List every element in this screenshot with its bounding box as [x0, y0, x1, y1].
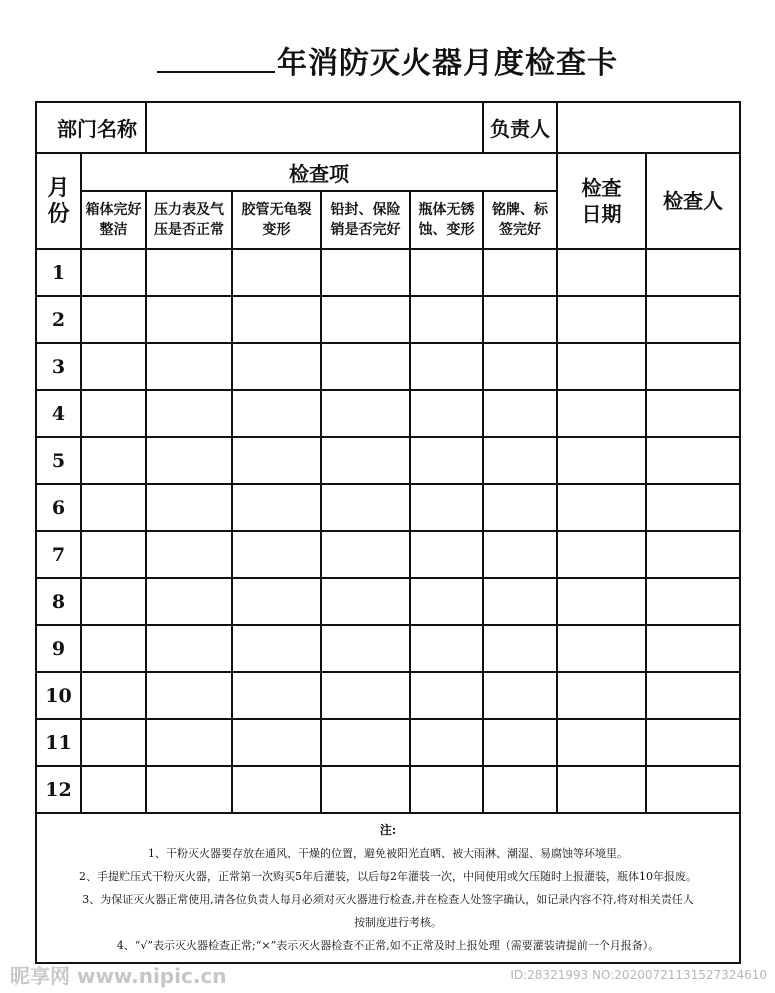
owner-field[interactable] — [557, 102, 740, 153]
item-column-header-line: 变形 — [262, 222, 291, 238]
entry-cell[interactable] — [410, 766, 483, 813]
table-row — [36, 672, 740, 719]
entry-cell[interactable] — [321, 343, 410, 390]
note-item: 1、干粉灭火器要存放在通风、干燥的位置，避免被阳光直晒、被大雨淋、潮湿、易腐蚀等环境里。 — [148, 847, 628, 860]
entry-cell[interactable] — [557, 296, 646, 343]
entry-cell[interactable] — [232, 296, 321, 343]
entry-cell[interactable] — [646, 390, 740, 437]
entry-cell[interactable] — [646, 672, 740, 719]
notes-title: 注: — [379, 823, 397, 837]
month-cell: 9 — [36, 625, 81, 672]
entry-cell[interactable] — [321, 625, 410, 672]
item-column-header — [410, 191, 483, 249]
entry-cell[interactable] — [557, 531, 646, 578]
entry-cell[interactable] — [321, 437, 410, 484]
month-cell: 10 — [36, 672, 81, 719]
entry-cell[interactable] — [646, 625, 740, 672]
month-cell: 1 — [36, 249, 81, 296]
entry-cell[interactable] — [646, 484, 740, 531]
entry-cell[interactable] — [146, 719, 232, 766]
entry-cell[interactable] — [81, 437, 146, 484]
entry-cell[interactable] — [483, 249, 557, 296]
entry-cell[interactable] — [81, 484, 146, 531]
table-row — [36, 296, 740, 343]
entry-cell[interactable] — [232, 484, 321, 531]
entry-cell[interactable] — [557, 672, 646, 719]
table-row — [36, 343, 740, 390]
entry-cell[interactable] — [321, 766, 410, 813]
item-column-header-line: 签完好 — [499, 222, 541, 238]
entry-cell[interactable] — [81, 249, 146, 296]
entry-cell[interactable] — [232, 578, 321, 625]
page-title: 年消防灭火器月度检查卡 — [0, 38, 775, 82]
entry-cell[interactable] — [81, 719, 146, 766]
entry-cell[interactable] — [321, 296, 410, 343]
month-cell: 6 — [36, 484, 81, 531]
entry-cell[interactable] — [483, 296, 557, 343]
date-header — [557, 153, 646, 249]
entry-cell[interactable] — [410, 578, 483, 625]
table-row — [36, 484, 740, 531]
item-column-header-line: 蚀、变形 — [418, 222, 475, 238]
entry-cell[interactable] — [146, 484, 232, 531]
item-column-header-line: 销是否完好 — [330, 222, 401, 238]
entry-cell[interactable] — [557, 766, 646, 813]
entry-cell[interactable] — [483, 343, 557, 390]
entry-cell[interactable] — [146, 625, 232, 672]
entry-cell[interactable] — [646, 766, 740, 813]
entry-cell[interactable] — [646, 343, 740, 390]
entry-cell[interactable] — [321, 578, 410, 625]
entry-cell[interactable] — [483, 766, 557, 813]
table-row — [36, 766, 740, 813]
entry-cell[interactable] — [232, 719, 321, 766]
entry-cell[interactable] — [557, 625, 646, 672]
entry-cell[interactable] — [483, 578, 557, 625]
watermark-id: ID:28321993 NO:20200721131527324610 — [510, 968, 767, 982]
month-cell: 3 — [36, 343, 81, 390]
entry-cell[interactable] — [557, 578, 646, 625]
dept-field[interactable] — [146, 102, 483, 153]
entry-cell[interactable] — [483, 437, 557, 484]
entry-cell[interactable] — [232, 390, 321, 437]
month-cell: 2 — [36, 296, 81, 343]
item-column-header-line: 铭牌、标 — [492, 202, 548, 218]
inspector-header: 检查人 — [646, 153, 740, 249]
note-item: 4、“√”表示灭火器检查正常;“×”表示灭火器检查不正常,如不正常及时上报处理（需要灌装请提前一个月报备）。 — [116, 939, 660, 952]
owner-label: 负责人 — [483, 102, 557, 153]
entry-cell[interactable] — [410, 719, 483, 766]
entry-cell[interactable] — [146, 437, 232, 484]
inspection-table — [35, 101, 741, 964]
item-column-header — [321, 191, 410, 249]
entry-cell[interactable] — [232, 343, 321, 390]
date-header-line2: 日期 — [581, 202, 622, 226]
item-column-header-line: 胶管无龟裂 — [241, 202, 312, 218]
entry-cell[interactable] — [483, 625, 557, 672]
entry-cell[interactable] — [232, 766, 321, 813]
table-row — [36, 249, 740, 296]
entry-cell[interactable] — [321, 484, 410, 531]
entry-cell[interactable] — [410, 531, 483, 578]
year-blank[interactable] — [157, 43, 275, 73]
table-row — [36, 578, 740, 625]
entry-cell[interactable] — [81, 531, 146, 578]
entry-cell[interactable] — [557, 343, 646, 390]
table-row — [36, 625, 740, 672]
entry-cell[interactable] — [646, 437, 740, 484]
entry-cell[interactable] — [232, 625, 321, 672]
month-cell: 11 — [36, 719, 81, 766]
entry-cell[interactable] — [321, 531, 410, 578]
note-item: 按制度进行考核。 — [354, 916, 442, 929]
item-column-header — [232, 191, 321, 249]
item-column-header — [81, 191, 146, 249]
entry-cell[interactable] — [232, 531, 321, 578]
entry-cell[interactable] — [146, 578, 232, 625]
entry-cell[interactable] — [232, 249, 321, 296]
entry-cell[interactable] — [646, 578, 740, 625]
entry-cell[interactable] — [81, 578, 146, 625]
entry-cell[interactable] — [483, 531, 557, 578]
entry-cell[interactable] — [410, 625, 483, 672]
table-row — [36, 531, 740, 578]
entry-cell[interactable] — [557, 719, 646, 766]
item-column-header-line: 压是否正常 — [154, 222, 224, 238]
entry-cell[interactable] — [146, 766, 232, 813]
month-header — [36, 153, 81, 249]
entry-cell[interactable] — [410, 672, 483, 719]
entry-cell[interactable] — [646, 296, 740, 343]
entry-cell[interactable] — [410, 249, 483, 296]
entry-cell[interactable] — [410, 437, 483, 484]
month-cell: 5 — [36, 437, 81, 484]
entry-cell[interactable] — [410, 343, 483, 390]
entry-cell[interactable] — [146, 296, 232, 343]
entry-cell[interactable] — [557, 249, 646, 296]
items-group-header: 检查项 — [81, 153, 557, 191]
item-column-header — [146, 191, 232, 249]
table-row — [36, 719, 740, 766]
item-column-header-line: 整洁 — [99, 222, 128, 238]
table-row — [36, 437, 740, 484]
notes-section — [36, 813, 740, 963]
month-cell: 8 — [36, 578, 81, 625]
entry-cell[interactable] — [410, 296, 483, 343]
note-item: 3、为保证灭火器正常使用,请各位负责人每月必须对灭火器进行检查,并在检查人处签字确认，如记录内容不符,将对相关责任人 — [82, 893, 694, 906]
entry-cell[interactable] — [146, 249, 232, 296]
entry-cell[interactable] — [232, 437, 321, 484]
note-item: 2、手提贮压式干粉灭火器，正常第一次购买5年后灌装，以后每2年灌装一次，中间使用或欠压随时上报灌装，瓶体10年报废。 — [79, 870, 697, 883]
watermark-logo: 昵享网 www.nipic.cn — [10, 964, 227, 988]
month-header-text: 月份 — [47, 175, 70, 227]
item-column-header-line: 铅封、保险 — [330, 202, 401, 218]
entry-cell[interactable] — [81, 343, 146, 390]
entry-cell[interactable] — [81, 390, 146, 437]
entry-cell[interactable] — [646, 249, 740, 296]
entry-cell[interactable] — [81, 296, 146, 343]
entry-cell[interactable] — [410, 484, 483, 531]
entry-cell[interactable] — [321, 719, 410, 766]
date-header-line1: 检查 — [581, 176, 622, 200]
entry-cell[interactable] — [146, 672, 232, 719]
entry-cell[interactable] — [81, 625, 146, 672]
entry-cell[interactable] — [483, 672, 557, 719]
entry-cell[interactable] — [557, 437, 646, 484]
item-column-header-line: 瓶体无锈 — [418, 202, 475, 218]
entry-cell[interactable] — [146, 531, 232, 578]
entry-cell[interactable] — [321, 672, 410, 719]
entry-cell[interactable] — [646, 531, 740, 578]
entry-cell[interactable] — [146, 343, 232, 390]
entry-cell[interactable] — [81, 766, 146, 813]
entry-cell[interactable] — [483, 390, 557, 437]
month-cell: 7 — [36, 531, 81, 578]
entry-cell[interactable] — [646, 719, 740, 766]
dept-label: 部门名称 — [36, 102, 146, 153]
entry-cell[interactable] — [483, 719, 557, 766]
item-column-header — [483, 191, 557, 249]
entry-cell[interactable] — [410, 390, 483, 437]
entry-cell[interactable] — [232, 672, 321, 719]
entry-cell[interactable] — [557, 484, 646, 531]
entry-cell[interactable] — [483, 484, 557, 531]
item-column-header-line: 压力表及气 — [154, 202, 224, 218]
entry-cell[interactable] — [321, 390, 410, 437]
entry-cell[interactable] — [146, 390, 232, 437]
entry-cell[interactable] — [557, 390, 646, 437]
table-row — [36, 390, 740, 437]
month-cell: 4 — [36, 390, 81, 437]
entry-cell[interactable] — [81, 672, 146, 719]
entry-cell[interactable] — [321, 249, 410, 296]
item-column-header-line: 箱体完好 — [85, 202, 142, 218]
month-cell: 12 — [36, 766, 81, 813]
